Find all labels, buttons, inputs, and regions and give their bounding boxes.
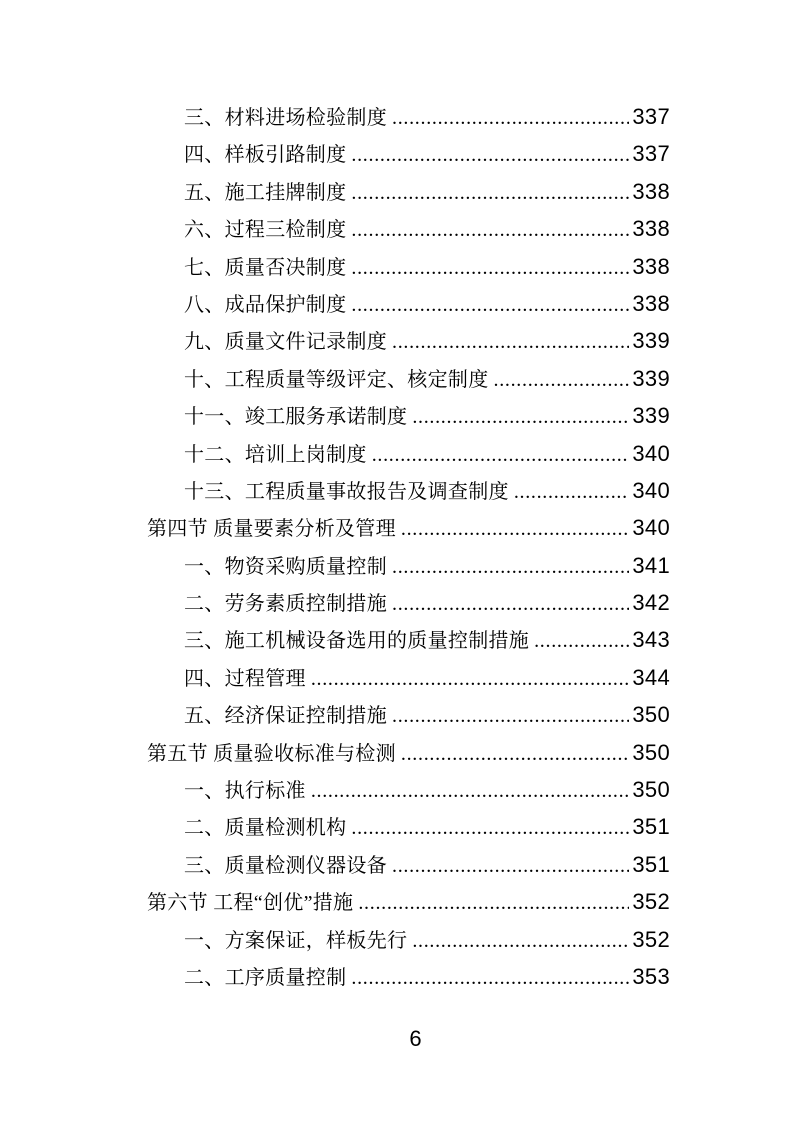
toc-dot-leader [412, 923, 629, 960]
toc-entry-label: 二、工序质量控制 [184, 966, 347, 989]
page-footer [0, 1024, 793, 1054]
toc-entry[interactable] [0, 98, 670, 135]
toc-dot-leader [351, 250, 629, 287]
toc-dot-leader [351, 960, 629, 997]
toc-entry[interactable] [0, 173, 670, 210]
toc-entry-page-number: 350 [632, 739, 670, 765]
toc-entry[interactable] [0, 435, 670, 472]
toc-entry-label: 二、质量检测机构 [184, 817, 347, 840]
toc-entry[interactable] [0, 621, 670, 658]
toc-entry[interactable] [0, 210, 670, 247]
toc-entry-label: 第四节 质量要素分析及管理 [147, 518, 396, 541]
toc-entry-page-number: 339 [632, 365, 670, 391]
toc-entry-page-number: 351 [632, 814, 670, 840]
toc-entry-label: 一、方案保证，样板先行 [184, 929, 408, 952]
toc-entry[interactable] [0, 509, 670, 546]
toc-entry[interactable] [0, 921, 670, 958]
toc-dot-leader [392, 698, 629, 735]
toc-dot-leader [392, 100, 629, 137]
toc-entry-page-number: 337 [632, 104, 670, 129]
toc-entry-page-number: 339 [632, 403, 670, 429]
toc-entry[interactable] [0, 547, 670, 584]
toc-entry-label: 三、材料进场检验制度 [184, 107, 387, 129]
toc-entry-label: 五、经济保证控制措施 [184, 705, 387, 728]
toc-entry-page-number: 344 [632, 664, 670, 690]
toc-entry-page-number: 338 [632, 253, 670, 279]
toc-dot-leader [351, 810, 629, 847]
toc-entry-label: 三、质量检测仪器设备 [184, 854, 387, 877]
toc-entry[interactable] [0, 472, 670, 509]
toc-entry-label: 四、样板引路制度 [184, 144, 347, 167]
toc-entry-label: 十、工程质量等级评定、核定制度 [184, 368, 489, 391]
toc-dot-leader [412, 399, 629, 436]
toc-dot-leader [494, 362, 630, 399]
toc-entry-page-number: 338 [632, 178, 670, 204]
toc-entry-page-number: 340 [632, 440, 670, 466]
toc-entry-page-number: 351 [632, 851, 670, 877]
toc-entry-label: 五、施工挂牌制度 [184, 181, 347, 204]
toc-entry[interactable] [0, 360, 670, 397]
toc-entry-label: 十二、培训上岗制度 [184, 443, 367, 466]
toc-dot-leader [351, 212, 629, 249]
toc-entry-label: 第五节 质量验收标准与检测 [147, 742, 396, 765]
toc-entry-page-number: 338 [632, 216, 670, 242]
toc-entry[interactable] [0, 135, 670, 172]
toc-dot-leader [311, 661, 630, 698]
toc-dot-leader [392, 549, 629, 586]
toc-entry[interactable] [0, 322, 670, 359]
toc-dot-leader [401, 511, 629, 548]
toc-dot-leader [358, 885, 629, 922]
toc-dot-leader [534, 623, 629, 660]
toc-dot-leader [351, 137, 629, 174]
toc-entry-page-number: 352 [632, 926, 670, 952]
toc-dot-leader [392, 586, 629, 623]
footer-page-number: 6 [409, 1026, 422, 1051]
toc-entry-page-number: 340 [632, 515, 670, 541]
toc-entry-page-number: 350 [632, 702, 670, 728]
toc-entry-page-number: 342 [632, 590, 670, 616]
toc-entry-label: 六、过程三检制度 [184, 219, 347, 242]
toc-entry-label: 十一、竣工服务承诺制度 [184, 406, 408, 429]
toc-dot-leader [514, 474, 630, 511]
toc-entry-page-number: 353 [632, 963, 670, 989]
toc-entry[interactable] [0, 958, 670, 995]
toc-dot-leader [392, 848, 629, 885]
toc-entry[interactable] [0, 248, 670, 285]
toc-entry-label: 一、执行标准 [184, 780, 306, 803]
toc-entry-page-number: 352 [632, 889, 670, 915]
toc-entry[interactable] [0, 846, 670, 883]
toc-entry[interactable] [0, 808, 670, 845]
toc-entry[interactable] [0, 397, 670, 434]
toc-entry[interactable] [0, 584, 670, 621]
toc-dot-leader [311, 773, 630, 810]
toc-entry-label: 三、施工机械设备选用的质量控制措施 [184, 630, 530, 653]
toc-entry[interactable] [0, 696, 670, 733]
toc-entry-page-number: 343 [632, 627, 670, 653]
toc-entry[interactable] [0, 771, 670, 808]
toc-entry-label: 四、过程管理 [184, 667, 306, 690]
toc-entry-label: 八、成品保护制度 [184, 293, 347, 316]
toc-dot-leader [351, 175, 629, 212]
toc-entry[interactable] [0, 285, 670, 322]
toc-entry-label: 一、物资采购质量控制 [184, 555, 387, 578]
toc-entry-page-number: 350 [632, 777, 670, 803]
toc-entry-page-number: 340 [632, 477, 670, 503]
toc-entry-page-number: 338 [632, 290, 670, 316]
toc-dot-leader [351, 287, 629, 324]
toc-entry[interactable] [0, 883, 670, 920]
toc-entry-label: 二、劳务素质控制措施 [184, 593, 387, 616]
toc-entry-label: 七、质量否决制度 [184, 256, 347, 279]
toc-entry-page-number: 341 [632, 552, 670, 578]
toc-entry-label: 十三、工程质量事故报告及调查制度 [184, 480, 509, 503]
toc-entry[interactable] [0, 659, 670, 696]
toc-entry-page-number: 337 [632, 141, 670, 167]
table-of-contents [0, 98, 670, 995]
toc-entry-label: 九、质量文件记录制度 [184, 331, 387, 354]
toc-entry[interactable] [0, 734, 670, 771]
toc-dot-leader [372, 437, 630, 474]
toc-entry-page-number: 339 [632, 328, 670, 354]
toc-dot-leader [392, 324, 629, 361]
toc-entry-label: 第六节 工程“创优”措施 [147, 892, 354, 915]
toc-dot-leader [401, 736, 629, 773]
